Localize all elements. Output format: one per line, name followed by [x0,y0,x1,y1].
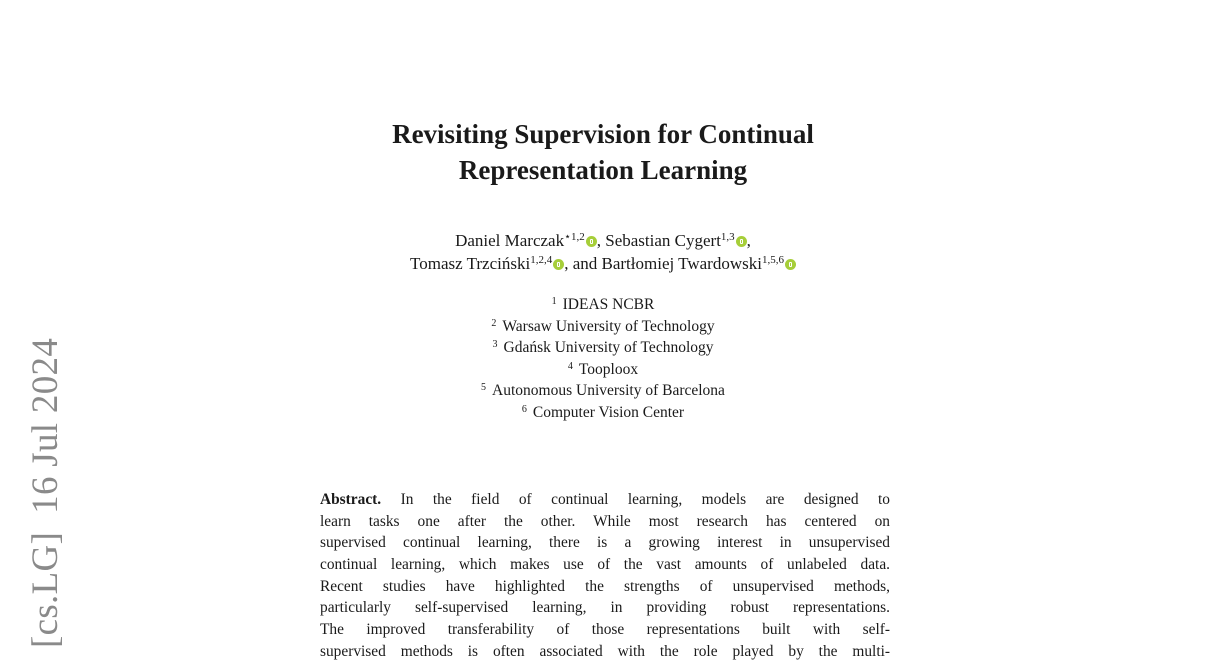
affiliation-item [0,380,1206,402]
orcid-icon[interactable] [785,259,796,270]
orcid-icon[interactable] [586,236,597,247]
author-list [0,229,1206,275]
author-name: Bartłomiej Twardowski [601,254,762,273]
author-affiliation-marks: ⋆1,2 [564,231,585,243]
affiliation-number: 6 [521,403,527,415]
title-line-1: Revisiting Supervision for Continual [392,119,814,149]
affiliation-name: Gdańsk University of Technology [503,339,714,357]
affiliation-number: 1 [551,296,557,307]
affiliation-name: Autonomous University of Barcelona [492,382,725,400]
orcid-icon[interactable] [553,259,564,270]
affiliation-item [0,402,1206,424]
abstract-line: learn tasks one after the other. While most research has centered on [320,512,890,530]
paper-title [0,116,1206,188]
affiliation-name: Tooploox [578,360,639,378]
author-line-2 [0,252,1206,275]
abstract-text: In the field of continual learning, models are designed to [400,491,890,508]
affiliation-number: 3 [492,339,498,351]
affiliation-name: Warsaw University of Technology [502,317,715,335]
affiliation-item [0,316,1206,338]
abstract-line: supervised methods is often associated with the role played by the multi- [320,642,890,660]
author-name: Tomasz Trzciński [410,254,531,273]
affiliation-item [0,294,1206,316]
author-line-1 [0,229,1206,252]
abstract-section [320,489,890,663]
author-separator: , [746,231,751,250]
affiliation-number: 4 [567,360,573,372]
abstract-line [320,489,890,511]
abstract-line: continual learning, which makes use of the vast amounts of unlabeled data. [320,556,890,574]
author-affiliation-marks: 1,5,6 [761,254,784,266]
author-separator: , and [564,254,598,273]
affiliation-item [0,359,1206,381]
author-name: Sebastian Cygert [605,231,721,250]
affiliation-item [0,337,1206,359]
title-line-2: Representation Learning [458,155,748,185]
abstract-line: The improved transferability of those representations built with self- [320,621,890,639]
affiliation-number: 2 [491,317,497,329]
affiliation-list [0,294,1206,424]
author-separator: , [596,231,601,250]
arxiv-category: [cs.LG] [25,531,66,648]
arxiv-date: 16 Jul 2024 [25,337,66,514]
affiliation-name: Computer Vision Center [532,403,685,421]
abstract-heading: Abstract. [320,491,382,508]
affiliation-name: IDEAS NCBR [562,296,655,313]
affiliation-number: 5 [481,382,487,394]
abstract-line: supervised continual learning, there is a growing interest in unsupervised [320,534,890,552]
author-affiliation-marks: 1,3 [720,231,735,243]
abstract-line: particularly self-supervised learning, in providing robust representations. [320,599,890,617]
abstract-line: Recent studies have highlighted the strengths of unsupervised methods, [320,577,890,595]
author-name: Daniel Marczak [455,231,565,250]
author-affiliation-marks: 1,2,4 [530,254,553,266]
orcid-icon[interactable] [736,236,747,247]
